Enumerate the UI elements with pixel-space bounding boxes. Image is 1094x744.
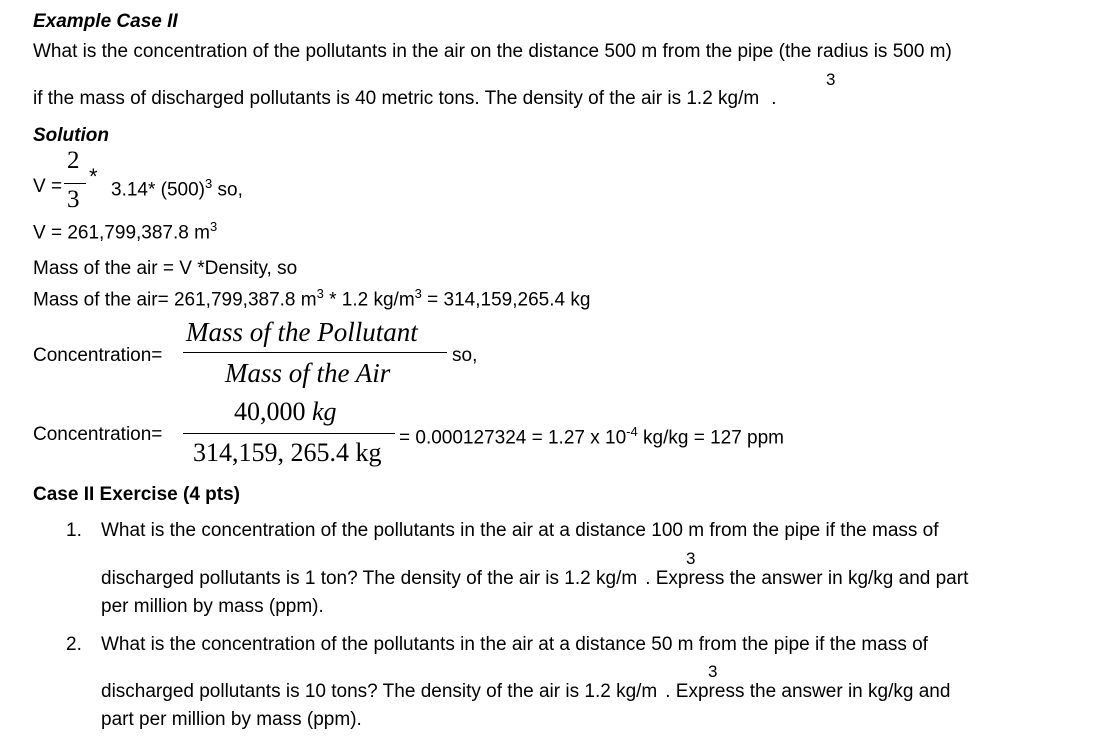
volume-formula-text: 3.14* (500) (111, 179, 206, 201)
volume-formula-end: so, (212, 179, 243, 201)
exercise-item-1-line-1: What is the concentration of the pollutants in the air at a distance 100 m from the pipe if the mass of (101, 520, 939, 541)
concentration-1-numerator: Mass of the Pollutant (186, 317, 418, 347)
volume-result (33, 219, 217, 244)
volume-formula (111, 176, 243, 201)
question-end: . (771, 88, 777, 109)
exercise-item-2-line-1: What is the concentration of the pollutants in the air at a distance 50 m from the pipe if the mass of (101, 634, 928, 655)
concentration-2-num-value: 40,000 (234, 397, 306, 426)
concentration-1-denominator: Mass of the Air (225, 358, 391, 388)
mass-line-2-sup1: 3 (316, 286, 324, 301)
volume-result-sup: 3 (209, 219, 218, 234)
mass-line-2-a: Mass of the air= 261,799,387.8 m (33, 289, 317, 311)
exercise-item-2-superscript: 3 (708, 662, 718, 681)
concentration-2-bar (183, 433, 395, 434)
exercise-item-1-line-3: per million by mass (ppm). (101, 596, 324, 617)
volume-prefix: V = (33, 176, 63, 197)
volume-result-text: V = 261,799,387.8 m (33, 222, 210, 244)
concentration-2-num-unit: kg (312, 397, 337, 426)
exercise-item-2-line-3: part per million by mass (ppm). (101, 709, 362, 730)
volume-star: * (89, 164, 98, 189)
question-line-2 (33, 88, 777, 110)
exercise-item-2-line-2b: . Express the answer in kg/kg and (665, 681, 951, 702)
concentration-2-result (399, 424, 784, 449)
mass-line-2-b: * 1.2 kg/m (323, 289, 415, 311)
solution-label: Solution (33, 125, 109, 146)
exercise-item-2-line-2a: discharged pollutants is 10 tons? The density of the air is 1.2 kg/m (101, 681, 658, 702)
volume-formula-sup: 3 (205, 176, 213, 191)
question-line-1: What is the concentration of the pollutants in the air on the distance 500 m from the pipe (the radius is 500 m) (33, 41, 952, 62)
mass-line-1: Mass of the air = V *Density, so (33, 258, 298, 279)
case-title: Example Case II (33, 11, 178, 32)
mass-line-2-c: = 314,159,265.4 kg (421, 289, 591, 311)
exercise-title: Case II Exercise (4 pts) (33, 484, 240, 505)
fraction-bar (64, 183, 86, 184)
exercise-item-2-number: 2. (66, 634, 82, 655)
exercise-item-1-line-2 (101, 568, 968, 590)
exercise-item-1-superscript: 3 (686, 549, 696, 568)
fraction-denominator: 3 (67, 186, 80, 213)
concentration-2-result-b: kg/kg = 127 ppm (637, 427, 785, 449)
concentration-2-numerator (234, 397, 337, 427)
exercise-item-1-number: 1. (66, 520, 82, 541)
concentration-label-2: Concentration= (33, 424, 163, 445)
concentration-1-suffix: so, (452, 345, 478, 366)
concentration-2-denominator: 314,159, 265.4 kg (193, 438, 382, 467)
question-line-2-text: if the mass of discharged pollutants is 40 metric tons. The density of the air is 1.2 kg/m (33, 88, 760, 109)
exercise-item-1-line-2b: . Express the answer in kg/kg and part (645, 568, 969, 589)
question-superscript: 3 (826, 70, 836, 89)
fraction-numerator: 2 (67, 147, 80, 174)
exercise-item-1-line-2a: discharged pollutants is 1 ton? The density of the air is 1.2 kg/m (101, 568, 638, 589)
mass-line-2 (33, 286, 590, 311)
concentration-2-result-sup: -4 (626, 424, 638, 439)
concentration-1-bar (183, 352, 447, 353)
concentration-label-1: Concentration= (33, 345, 163, 366)
concentration-2-result-a: = 0.000127324 = 1.27 x 10 (399, 427, 627, 449)
exercise-item-2-line-2 (101, 681, 950, 703)
mass-line-2-sup2: 3 (414, 286, 422, 301)
